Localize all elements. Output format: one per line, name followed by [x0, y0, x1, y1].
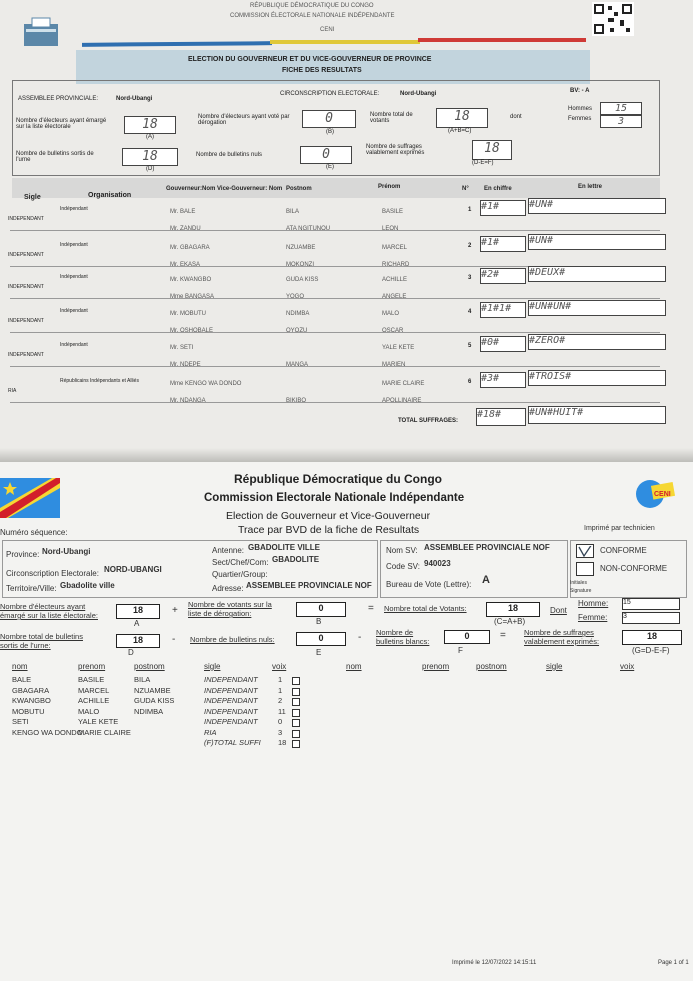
derog-label: Nombre de votants sur la liste de dérogation: [188, 600, 272, 618]
cell-postnom: NDIMBA [134, 706, 164, 716]
null-label: Nombre de bulletins nuls: [190, 635, 275, 644]
electors-label: Nombre d'électeurs ayant émargé sur la liste électorale: [0, 602, 98, 620]
votes-figure-box: #3# [480, 372, 526, 388]
candidate-organisation: Indépendant [60, 342, 88, 348]
letter-b: B [316, 617, 322, 626]
ceni-logo-icon [632, 474, 678, 510]
result-trace-printout: CENI République Démocratique du Congo Commission Electorale Nationale Indépendante Election de Gouverneur et Vice-Gouverneur Trace par BVD de la fiche de Resultats Numéro séquence: Imprimé par technicien Province: Nord-Ubangi Antenne: GBADOLITE VILLE Sect/Chef/Com: GBADOLITE Circonscription Electorale: NORD-UBANGI Quartier/Group: Territoire/Ville: Gbadolite ville Adresse: ASSEMBLEE PROVINCIALE NOF Nom SV: ASSEMBLEE PROVINCIALE NOF Code SV: 940023 Bureau de Vote (Lettre): A CONFORME NON-CONFORME Initiales Signature Nombre d'électeurs ayant émargé sur la liste électorale: 18 A + Nombre de votants sur la liste de dérogation: 0 B = Nombre total de Votants: 18 (C=A+B) Dont Homme: Femme: 15 3 Nombre total de bulletins sortis de l'urne: 18 D - Nombre de bulletins nuls: 0 E - Nombre de bulletins blancs: 0 F = Nombre de suffrages valablement exprimés: 18 (G=D-E-F) nom prenom postnom sigle voix nom prenom postnom sigle voix BALE BASILE BILA INDEPENDANT 1 GBAGARA MARCEL NZUAMBE INDEPENDANT 1 KWANGBO ACHILLE GUDA KISS INDEPENDANT 2 MOBUTU MALO NDIMBA INDEPENDANT 11 SETI YALE KETE INDEPENDANT 0 KENGO WA DONDO MARIE CLAIRE RIA 3 (F)TOTAL SUFFI 18 Imprimé le 12/07/2022 14:15:11 Page 1 of 1 [0, 462, 693, 981]
femme-box: 3 [622, 612, 680, 624]
candidate-number: 6 [468, 379, 472, 385]
cell-nom: MOBUTU [12, 706, 45, 716]
valid-box: 18 [472, 140, 512, 160]
candidate-sigle: INDEPENDANT [8, 318, 44, 324]
governor-name: Mr. SETI [170, 345, 194, 351]
circ-label: CIRCONSCRIPTION ELECTORALE: [280, 91, 380, 97]
row-divider [10, 332, 660, 333]
candidate-sigle: INDEPENDANT [8, 352, 44, 358]
votes-figure-box: #1#1# [480, 302, 526, 318]
governor-prenom: MARIE CLAIRE [382, 381, 425, 387]
candidate-sigle: INDEPENDANT [8, 284, 44, 290]
results-column-header: sigle [204, 662, 221, 671]
cell-postnom: BILA [134, 675, 151, 684]
row-checkbox[interactable] [292, 709, 300, 717]
vice-governor-prenom: RICHARD [382, 262, 410, 268]
voters-box: 18 [436, 108, 488, 128]
results-column-header: prenom [78, 662, 106, 671]
voters-box: 18 [486, 602, 540, 617]
bv-label: BV: - A [570, 88, 590, 94]
adresse-value: ASSEMBLEE PROVINCIALE NOF [246, 581, 372, 590]
cell-sigle: INDEPENDANT [204, 706, 258, 716]
blank-box: 0 [444, 630, 490, 644]
governor-prenom: YALE KETE [382, 345, 415, 351]
candidate-number: 4 [468, 309, 472, 315]
vice-governor-prenom: MARIEN [382, 362, 406, 368]
printed-on: Imprimé le 12/07/2022 14:15:11 [452, 960, 537, 966]
qr-code-icon [592, 2, 634, 36]
cell-voix: 3 [278, 727, 283, 737]
cell-prenom: MALO [78, 706, 100, 716]
votes-words-box: #ZERO# [528, 334, 666, 350]
cell-sigle: RIA [204, 727, 217, 737]
dont-label: dont [510, 114, 522, 120]
votes-figure-box: #0# [480, 336, 526, 352]
codesv-label: Code SV: [386, 562, 420, 571]
cell-prenom: MARIE CLAIRE [78, 727, 131, 737]
cell-prenom: ACHILLE [78, 696, 110, 705]
nomsv-value: ASSEMBLEE PROVINCIALE NOF [424, 543, 550, 552]
null-box: 0 [300, 146, 352, 164]
row-checkbox[interactable] [292, 698, 300, 706]
candidate-number: 5 [468, 343, 472, 349]
votes-words-box: #UN#UN# [528, 300, 666, 316]
results-column-header: voix [620, 662, 635, 671]
candidate-sigle: RIA [8, 388, 17, 394]
governor-postnom: NZUAMBE [286, 245, 316, 251]
assembly-value: Nord-Ubangi [116, 96, 153, 102]
blank-label: Nombre de bulletins blancs: [376, 628, 430, 646]
governor-postnom: GUDA KISS [286, 277, 319, 283]
derog-label: Nombre d'électeurs ayant voté par dérogation [198, 114, 290, 126]
electors-box: 18 [116, 604, 160, 619]
cell-nom: GBAGARA [12, 685, 50, 695]
col-prenom: Prénom [378, 184, 401, 190]
cell-voix: 18 [278, 738, 287, 747]
results-column-header: postnom [476, 662, 507, 671]
formula-g: (G=D-E-F) [632, 646, 670, 655]
valid-formula: (D-E=F) [472, 160, 494, 166]
voters-label: Nombre total de Votants: [384, 604, 467, 613]
women-label: Femmes [568, 116, 592, 122]
cell-sigle: INDEPENDANT [204, 685, 258, 695]
results-column-header: nom [346, 662, 362, 671]
letter-d: D [128, 648, 134, 657]
electors-letter: (A) [146, 134, 154, 140]
letter-f: F [458, 646, 463, 655]
assembly-label: ASSEMBLEE PROVINCIALE: [18, 96, 99, 102]
col-organisation: Organisation [88, 192, 132, 199]
sect-value: GBADOLITE [272, 555, 320, 564]
col-sigle: Sigle [24, 194, 41, 201]
circ-label: Circonscription Electorale: [6, 569, 99, 578]
printed-by: Imprimé par technicien [584, 525, 655, 532]
row-divider [10, 230, 660, 231]
cell-voix: 2 [278, 696, 283, 705]
circ-value: Nord-Ubangi [400, 91, 437, 97]
vice-governor-postnom: OYOZU [286, 328, 308, 334]
votes-words-box: #UN# [528, 198, 666, 214]
candidate-organisation: Républicains Indépendants et Alliés [60, 378, 139, 384]
governor-prenom: MARCEL [382, 245, 408, 251]
row-checkbox[interactable] [292, 719, 300, 727]
cell-prenom: YALE KETE [78, 717, 119, 726]
results-column-header: sigle [546, 662, 563, 671]
votes-words-box: #UN# [528, 234, 666, 250]
dont-label: Dont [550, 606, 567, 615]
derog-letter: (B) [326, 129, 334, 135]
republic-title: République Démocratique du Congo [234, 472, 443, 486]
col-lettre: En lettre [578, 184, 603, 190]
territoire-label: Territoire/Ville: [6, 584, 57, 593]
cell-postnom: NZUAMBE [134, 685, 171, 695]
letter-a: A [134, 619, 140, 628]
ballot-box-logo-icon [18, 14, 64, 50]
electors-label: Nombre d'électeurs ayant émargé sur la liste électorale [16, 118, 107, 130]
quartier-label: Quartier/Group: [212, 570, 268, 579]
votes-words-box: #TROIS# [528, 370, 666, 386]
valid-label: Nombre de suffrages valablement exprimés [366, 144, 425, 156]
row-divider [10, 366, 660, 367]
votes-figure-box: #2# [480, 268, 526, 284]
vice-governor-postnom: MOKONZI [286, 262, 314, 268]
adresse-label: Adresse: [212, 584, 244, 593]
row-checkbox[interactable] [292, 730, 300, 738]
valid-label: Nombre de suffrages valablement exprimés: [524, 628, 600, 646]
candidate-organisation: Indépendant [60, 206, 88, 212]
cell-postnom: GUDA KISS [134, 696, 175, 705]
col-chiffre: En chiffre [484, 186, 512, 192]
results-column-header: postnom [134, 662, 165, 671]
men-box: 15 [600, 102, 642, 115]
candidate-sigle: INDEPENDANT [8, 216, 44, 222]
ballots-letter: (D) [146, 166, 155, 172]
governor-prenom: BASILE [382, 209, 404, 215]
col-postnom: Postnom [286, 186, 312, 192]
letter-e: E [316, 648, 322, 657]
voters-label: Nombre total de votants [370, 112, 413, 124]
candidate-organisation: Indépendant [60, 242, 88, 248]
vice-governor-prenom: LEON [382, 226, 399, 232]
conforme-label: CONFORME [600, 546, 647, 555]
derog-box: 0 [296, 602, 346, 617]
col-num: N° [462, 186, 469, 192]
signature-label: Signature [570, 588, 592, 594]
province-value: Nord-Ubangi [42, 547, 91, 556]
cell-nom: KWANGBO [12, 696, 51, 705]
vice-governor-postnom: YOGO [286, 294, 305, 300]
governor-name: Mr. BALE [170, 209, 196, 215]
governor-name: Mr. MOBUTU [170, 311, 206, 317]
results-column-header: voix [272, 662, 287, 671]
homme-label: Homme: [578, 599, 609, 608]
election-title: ELECTION DU GOUVERNEUR ET DU VICE-GOUVERNEUR DE PROVINCE [188, 56, 432, 63]
governor-name: Mme KENGO WA DONDO [170, 381, 242, 387]
cell-voix: 1 [278, 685, 283, 695]
cell-sigle: INDEPENDANT [204, 717, 258, 726]
antenne-value: GBADOLITE VILLE [248, 543, 320, 552]
vice-governor-name: Mr. OSHOBALE [170, 328, 214, 334]
ballots-label: Nombre de bulletins sortis de l'urne [16, 151, 94, 163]
row-divider [10, 402, 660, 403]
vice-governor-name: Mr. NDEPE [170, 362, 201, 368]
row-divider [10, 298, 660, 299]
formula-c: (C=A+B) [494, 617, 526, 626]
governor-name: Mr. GBAGARA [170, 245, 210, 251]
candidate-organisation: Indépendant [60, 308, 88, 314]
col-gouv: Gouverneur:Nom Vice-Gouverneur: Nom [166, 186, 283, 192]
antenne-label: Antenne: [212, 546, 245, 555]
commission-header: COMMISSION ÉLECTORALE NATIONALE INDÉPENDANTE [230, 13, 395, 19]
derog-box: 0 [302, 110, 356, 128]
ballots-label: Nombre total de bulletins sortis de l'urne: [0, 632, 83, 650]
cell-prenom: MARCEL [78, 685, 110, 695]
row-checkbox[interactable] [292, 740, 300, 748]
total-label: TOTAL SUFFRAGES: [398, 418, 458, 424]
cell-nom: SETI [12, 717, 29, 726]
votes-figure-box: #1# [480, 236, 526, 252]
cell-voix: 1 [278, 675, 283, 684]
candidate-organisation: Indépendant [60, 274, 88, 280]
commission-title: Commission Electorale Nationale Indépendante [204, 492, 465, 504]
row-checkbox[interactable] [292, 688, 300, 696]
homme-box: 15 [622, 598, 680, 610]
election-title: Election de Gouverneur et Vice-Gouverneur [226, 510, 431, 522]
non-conforme-label: NON-CONFORME [600, 564, 668, 573]
cell-sigle: (F)TOTAL SUFFI [204, 738, 261, 747]
territoire-value: Gbadolite ville [60, 581, 115, 590]
codesv-value: 940023 [424, 559, 451, 568]
bureau-label: Bureau de Vote (Lettre): [386, 580, 472, 589]
cell-sigle: INDEPENDANT [204, 696, 258, 705]
ballots-box: 18 [122, 148, 178, 166]
vice-governor-postnom: ATA NGITUNOU [286, 226, 331, 232]
results-column-header: prenom [422, 662, 450, 671]
men-label: Hommes [568, 106, 593, 112]
vice-governor-name: Mr. ZANDU [170, 226, 201, 232]
cell-voix: 11 [278, 706, 286, 716]
vice-governor-name: Mr. EKASA [170, 262, 201, 268]
sequence-label: Numéro séquence: [0, 528, 68, 537]
vice-governor-prenom: OSCAR [382, 328, 404, 334]
sheet-title: FICHE DES RESULTATS [282, 67, 362, 74]
vice-governor-postnom: BIKIBO [286, 398, 307, 404]
non-conforme-checkbox[interactable] [576, 562, 594, 576]
circ-value: NORD-UBANGI [104, 565, 162, 574]
vice-governor-prenom: ANGELE [382, 294, 407, 300]
governor-prenom: ACHILLE [382, 277, 408, 283]
initiales-label: Initiales [570, 580, 587, 586]
cell-nom: BALE [12, 675, 32, 684]
candidate-number: 3 [468, 275, 472, 281]
vice-governor-name: Mme BANGASA [170, 294, 215, 300]
drc-flag-icon [0, 478, 60, 518]
candidate-sigle: INDEPENDANT [8, 252, 44, 258]
svg-text:CENI: CENI [654, 491, 671, 498]
trace-title: Trace par BVD de la fiche de Resultats [238, 524, 420, 536]
cell-nom: KENGO WA DONDO [12, 727, 83, 737]
cell-prenom: BASILE [78, 675, 105, 684]
nomsv-label: Nom SV: [386, 546, 418, 555]
women-box: 3 [600, 115, 642, 128]
ceni-header: CENI [320, 27, 335, 33]
total-chiffre-box: #18# [476, 408, 526, 426]
candidate-number: 2 [468, 243, 472, 249]
candidate-number: 1 [468, 207, 472, 213]
result-sheet-paper [0, 0, 693, 462]
conforme-checkbox[interactable] [576, 544, 594, 558]
sect-label: Sect/Chef/Com: [212, 558, 269, 567]
total-lettre-box: #UN#HUIT# [528, 406, 666, 424]
votes-figure-box: #1# [480, 200, 526, 216]
femme-label: Femme: [578, 613, 608, 622]
governor-prenom: MALO [382, 311, 400, 317]
null-label: Nombre de bulletins nuls [196, 152, 263, 158]
vice-governor-prenom: APOLLINAIRE [382, 398, 422, 404]
null-box: 0 [296, 632, 346, 646]
governor-postnom: BILA [286, 209, 300, 215]
ballots-box: 18 [116, 634, 160, 648]
cell-sigle: INDEPENDANT [204, 675, 258, 684]
bureau-value: A [482, 574, 490, 586]
row-checkbox[interactable] [292, 677, 300, 685]
results-column-header: nom [12, 662, 28, 671]
vice-governor-postnom: MANGA [286, 362, 309, 368]
vice-governor-name: Mr. NDANGA [170, 398, 206, 404]
republic-header: RÉPUBLIQUE DÉMOCRATIQUE DU CONGO [250, 3, 374, 9]
page-number: Page 1 of 1 [658, 960, 689, 966]
electors-box: 18 [124, 116, 176, 134]
voters-formula: (A+B=C) [448, 128, 472, 134]
cell-voix: 0 [278, 717, 283, 726]
governor-postnom: NDIMBA [286, 311, 310, 317]
votes-words-box: #DEUX# [528, 266, 666, 282]
province-label: Province: [6, 550, 40, 559]
governor-name: Mr. KWANGBO [170, 277, 212, 283]
valid-box: 18 [622, 630, 682, 645]
null-letter: (E) [326, 164, 334, 170]
